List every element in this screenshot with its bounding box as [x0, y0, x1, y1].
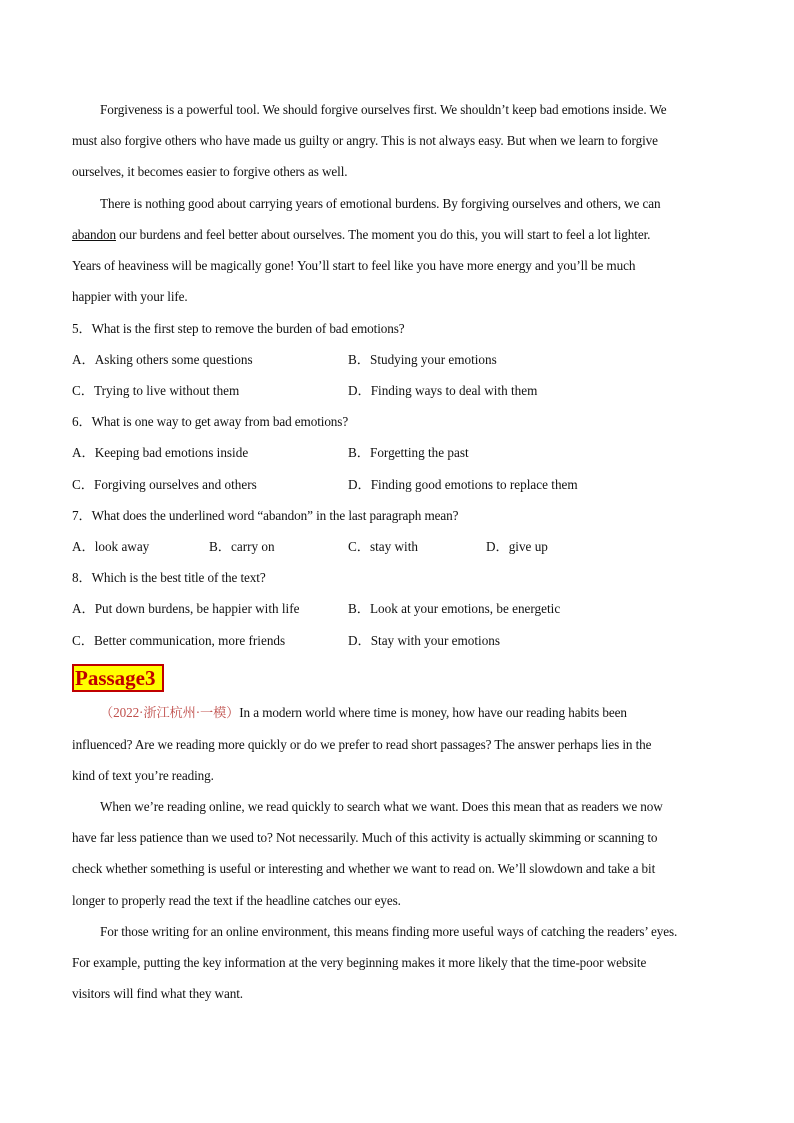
- paragraph-line: happier with your life.: [72, 289, 188, 304]
- paragraph-line: have far less patience than we used to? Not necessarily. Much of this activity is actually skimming or scanning to: [72, 830, 658, 845]
- paragraph-line: longer to properly read the text if the headline catches our eyes.: [72, 893, 401, 908]
- option-b: B．carry on: [209, 539, 275, 554]
- option-d: D．Finding good emotions to replace them: [348, 477, 578, 492]
- paragraph-line: When we’re reading online, we read quickly to search what we want. Does this mean that as readers we now: [100, 799, 663, 814]
- option-b: B．Studying your emotions: [348, 352, 497, 367]
- option-d: D．give up: [486, 539, 548, 554]
- paragraph-line: [100, 705, 627, 721]
- passage-label: Passage3: [72, 664, 164, 692]
- question-stem: 6．What is one way to get away from bad emotions?: [72, 414, 349, 429]
- paragraph-line: kind of text you’re reading.: [72, 768, 214, 783]
- underlined-word: abandon: [72, 227, 116, 242]
- paragraph-line: must also forgive others who have made us guilty or angry. This is not always easy. But when we learn to forgive: [72, 133, 658, 148]
- paragraph-line: ourselves, it becomes easier to forgive others as well.: [72, 164, 348, 179]
- option-a: A．Keeping bad emotions inside: [72, 445, 249, 460]
- option-a: A．look away: [72, 539, 150, 554]
- option-b: B．Look at your emotions, be energetic: [348, 601, 561, 616]
- paragraph-line: [72, 227, 650, 243]
- paragraph-line: influenced? Are we reading more quickly or do we prefer to read short passages? The answer perhaps lies in the: [72, 737, 652, 752]
- question-stem: 7．What does the underlined word “abandon” in the last paragraph mean?: [72, 508, 459, 523]
- option-c: C．Forgiving ourselves and others: [72, 477, 257, 492]
- question-stem: 5．What is the first step to remove the burden of bad emotions?: [72, 321, 405, 336]
- paragraph-line: For example, putting the key information at the very beginning makes it more likely that the time-poor website: [72, 955, 647, 970]
- paragraph-line: For those writing for an online environment, this means finding more useful ways of catching the readers’ eyes.: [100, 924, 678, 939]
- option-c: C．stay with: [348, 539, 418, 554]
- option-d: D．Finding ways to deal with them: [348, 383, 538, 398]
- option-b: B．Forgetting the past: [348, 445, 469, 460]
- option-a: A．Asking others some questions: [72, 352, 253, 367]
- paragraph-line: Forgiveness is a powerful tool. We should forgive ourselves first. We shouldn’t keep bad emotions inside. We: [100, 102, 667, 117]
- paragraph-text: our burdens and feel better about ourselves. The moment you do this, you will start to feel a lot lighter.: [115, 227, 651, 242]
- option-a: A．Put down burdens, be happier with life: [72, 601, 300, 616]
- source-tag: （2022·浙江杭州·一模）: [100, 705, 240, 720]
- option-c: C．Trying to live without them: [72, 383, 240, 398]
- paragraph-line: check whether something is useful or interesting and whether we want to read on. We’ll slowdown and take a bit: [72, 861, 656, 876]
- question-stem: 8．Which is the best title of the text?: [72, 570, 266, 585]
- option-d: D．Stay with your emotions: [348, 633, 501, 648]
- paragraph-text: In a modern world where time is money, how have our reading habits been: [239, 705, 627, 720]
- paragraph-line: There is nothing good about carrying years of emotional burdens. By forgiving ourselves and others, we can: [100, 196, 661, 211]
- paragraph-line: visitors will find what they want.: [72, 986, 243, 1001]
- option-c: C．Better communication, more friends: [72, 633, 286, 648]
- paragraph-line: Years of heaviness will be magically gone! You’ll start to feel like you have more energy and you’ll be much: [72, 258, 636, 273]
